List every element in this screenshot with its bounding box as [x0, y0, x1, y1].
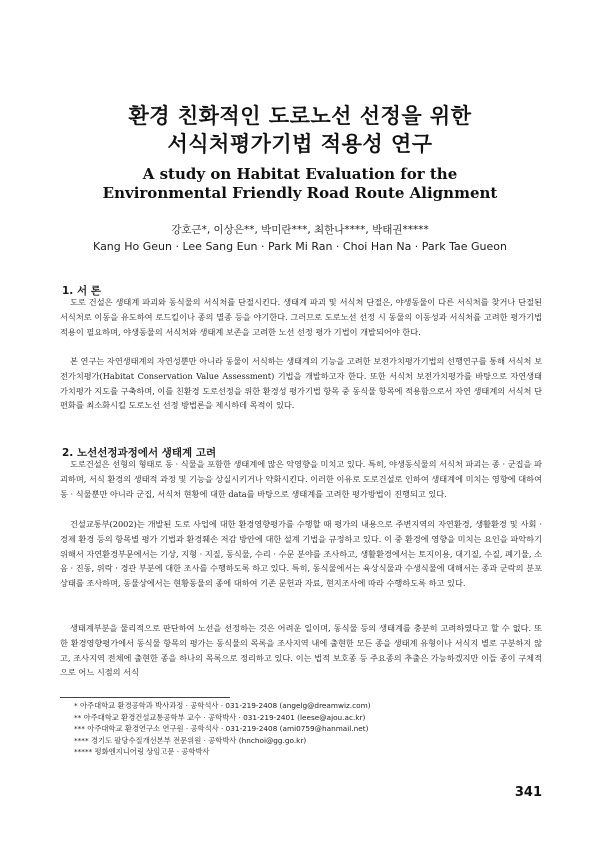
footnote-item: *** 아주대학교 환경연구소 연구원 · 공학석사 · 031-219-2408 (ami0759@hanmail.net) [74, 724, 369, 734]
section-heading-introduction: 1. 서 론 [62, 285, 101, 297]
authors-english: Kang Ho Geun · Lee Sang Eun · Park Mi Ran · Choi Han Na · Park Tae Gueon [93, 240, 507, 253]
footnote-item: * 아주대학교 환경공학과 박사과정 · 공학석사 · 031-219-2408 (angelg@dreamwiz.com) [74, 701, 371, 710]
korean-title-line-1: 환경 친화적인 도로노선 선정을 위한 [128, 104, 472, 128]
intro-paragraph-1: 도로 건설은 생태계 파괴와 동식물의 서식처를 단절시킨다. 생태계 파괴 및 서식처 단절은, 야생동물이 다른 서식처를 찾거나 단절된 서식처로 이동을 유도하여 로드킬이나 종의 멸종 등을 야기한다. 그러므로 도로노선 선정 시 동물의 이동성과 서식처를 고려한 평가기법 적용이 필요하며, 야생동물의 서식처와 생태계 보존을 고려한 노선 선정 평가 기법이 개발되어야 한다. [60, 297, 542, 337]
english-title-line-1: A study on Habitat Evaluation for the [142, 165, 458, 183]
footnote-item: ***** 평화엔지니어링 상임고문 · 공학박사 [74, 747, 210, 757]
intro-paragraph-2: 본 연구는 자연생태계의 자연성뿐만 아니라 동물이 서식하는 생태계의 기능을 고려한 보전가치평가기법의 선행연구를 통해 서식처 보전가치평가(Habitat Conservation Value Assessment) 기법을 개발하고자 한다. 또한 서식처 보전가치평가를 바탕으로 자연생태 가치평가 지도를 구축하며, 이를 친환경 도로선정을 위한 환경성 평가기법 항목 중 동식물 항목에 적용함으로서 자연 생태계의 서식처 단편화를 최소화시킬 도로노선 선정 방법론을 제시하데 목적이 있다. [60, 356, 542, 411]
footnote-divider [60, 697, 230, 698]
section2-paragraph-2: 건설교통부(2002)는 개발된 도로 사업에 대한 환경영향평가를 수행할 때 평가의 내용으로 주변지역의 자연환경, 생활환경 및 사회 · 경제 환경 등의 항목별 평가 기법과 환경훼손 저감 방안에 대한 설계 기법을 규정하고 있다. 이 중 환경에 영향을 미치는 요인을 파악하기 위해서 자연환경부문에서는 기상, 지형 · 지질, 동식물, 수리 · 수문 분야를 조사하고, 생활환경에서는 토지이용, 대기질, 수질, 폐기물, 소음 · 진동, 위락 · 경관 부분에 대한 조사를 수행하도록 하고 있다. 특히, 동식물에서는 육상식물과 수생식물에 대해서는 종과 군락의 분포상태를 조사하며, 동물상에서는 현황동물의 종에 대하여 기존 문헌과 자료, 현지조사에 따라 수행하도록 하고 있다. [60, 519, 542, 589]
page-number: 341 [514, 785, 542, 800]
section2-paragraph-1: 도로건설은 선형의 형태로 동 · 식물을 포함한 생태계에 많은 악영향을 미치고 있다. 특히, 야생동식물의 서식처 파괴는 종 · 군집을 파괴하며, 서식 환경의 생태적 과정 및 기능을 상실시키거나 약화시킨다. 이러한 이유로 도로건설로 인하여 생태계에 미치는 영향에 대하여 동 · 식물뿐만 아니라 군집, 서식처 현황에 대한 data를 바탕으로 생태계를 고려한 평가방법이 진행되고 있다. [60, 459, 542, 499]
footnote-item: ** 아주대학교 환경건설교통공학부 교수 · 공학박사 · 031-219-2401 (leese@ajou.ac.kr) [74, 712, 366, 722]
footnote-item: **** 경기도 팔당수질개선본부 전문위원 · 공학박사 (hnchoi@gg.go.kr) [74, 735, 307, 745]
section2-paragraph-3: 생태계부분을 물리적으로 판단하여 노선을 선정하는 것은 어려운 일이며, 동식물 등의 생태계를 충분히 고려하였다고 할 수 없다. 또한 환경영향평가에서 동식물 항목의 평가는 동식물의 목록을 조사지역 내에 출현한 모든 종을 생태계 유형이나 서식지 별로 구분하지 않고, 조사지역 전체에 출현한 종을 하나의 목록으로 정리하고 있다. 이는 법적 보호종 등 주요종의 추출은 가능하겠지만 이들 종이 구체적으로 어느 시점의 서식 [60, 623, 542, 678]
korean-title-line-2: 서식처평가기법 적용성 연구 [167, 132, 433, 156]
section-heading-route-selection: 2. 노선선정과정에서 생태계 고려 [62, 447, 217, 459]
english-title-line-2: Environmental Friendly Road Route Alignment [102, 184, 498, 202]
footnote-list [74, 700, 534, 758]
authors-korean: 강호근*, 이상은**, 박미란***, 최한나****, 박태권***** [171, 224, 429, 236]
